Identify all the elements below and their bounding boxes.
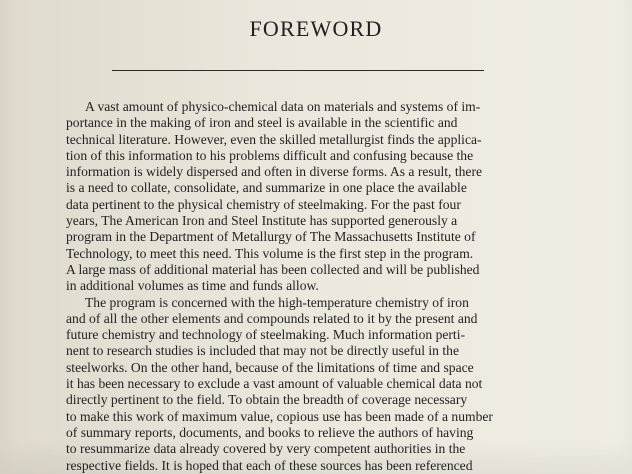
- title-divider: [112, 70, 484, 71]
- text-line: program in the Department of Metallurgy of The Massachusetts Institute of: [66, 229, 476, 245]
- text-line: directly pertinent to the field. To obtain the breadth of coverage necessary: [66, 392, 468, 408]
- text-line: to resummarize data already covered by very competent authorities in the: [66, 441, 466, 457]
- text-line: technical literature. However, even the skilled metallurgist finds the applica-: [66, 131, 482, 147]
- page-title: FOREWORD: [249, 16, 383, 41]
- text-line: is a need to collate, consolidate, and summarize in one place the available: [66, 180, 467, 196]
- text-line: A large mass of additional material has been collected and will be published: [66, 261, 480, 277]
- text-line: A vast amount of physico-chemical data on materials and systems of im-: [85, 99, 481, 114]
- paragraph-2: [66, 295, 571, 474]
- foreword-text: [66, 99, 571, 474]
- text-line: Technology, to meet this need. This volume is the first step in the program.: [66, 245, 474, 261]
- text-line: respective fields. It is hoped that each of these sources has been referenced: [66, 457, 473, 473]
- text-line: nent to research studies is included that may not be directly useful in the: [66, 343, 459, 359]
- text-line: future chemistry and technology of steelmaking. Much information perti-: [66, 327, 466, 343]
- text-line: portance in the making of iron and steel is available in the scientific and: [66, 115, 458, 131]
- text-line: data pertinent to the physical chemistry of steelmaking. For the past four: [66, 196, 461, 212]
- text-line: in additional volumes as time and funds allow.: [66, 278, 319, 294]
- text-line: years, The American Iron and Steel Institute has supported generously a: [66, 213, 458, 229]
- text-line: to make this work of maximum value, copious use has been made of a number: [66, 408, 493, 424]
- text-line: steelworks. On the other hand, because of the limitations of time and space: [66, 359, 474, 375]
- paragraph-1: [66, 99, 571, 295]
- text-line: tion of this information to his problems difficult and confusing because the: [66, 147, 474, 163]
- text-line: and of all the other elements and compounds related to it by the present and: [66, 310, 478, 326]
- text-line: it has been necessary to exclude a vast amount of valuable chemical data not: [66, 376, 483, 392]
- text-line: The program is concerned with the high-temperature chemistry of iron: [85, 294, 469, 310]
- text-line: information is widely dispersed and often in diverse forms. As a result, there: [66, 164, 483, 180]
- text-line: of summary reports, documents, and books to relieve the authors of having: [66, 424, 474, 440]
